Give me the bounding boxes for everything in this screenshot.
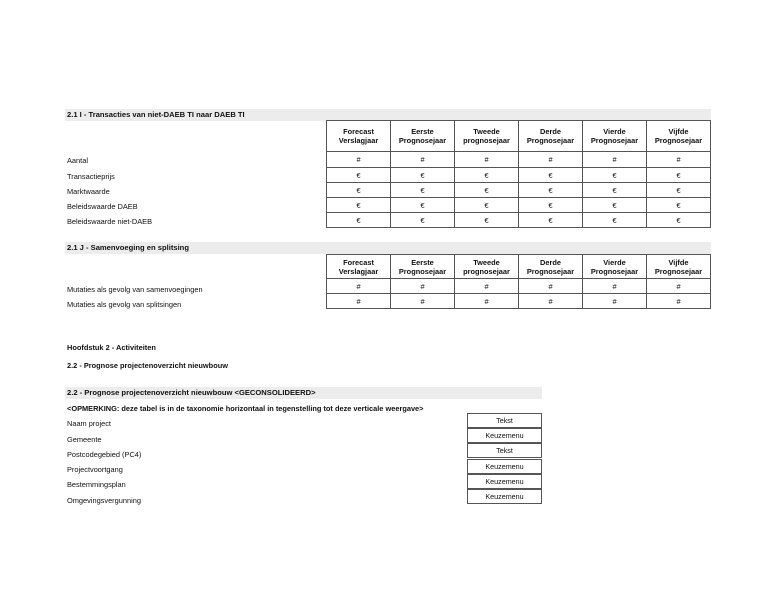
input-cell[interactable]: €	[327, 198, 391, 213]
row-label: Naam project	[67, 419, 111, 428]
column-header: Tweede prognosejaar	[455, 121, 519, 152]
column-header: Vierde Prognosejaar	[583, 255, 647, 279]
section-c-remark: <OPMERKING: deze tabel is in de taxonomie horizontaal in tegenstelling tot deze verticale weergave>	[67, 404, 424, 413]
input-cell[interactable]: #	[519, 279, 583, 294]
row-label: Gemeente	[67, 435, 102, 444]
input-cell[interactable]: €	[455, 183, 519, 198]
row-label: Projectvoortgang	[67, 465, 123, 474]
section-b-table	[326, 254, 711, 309]
input-cell[interactable]: #	[455, 279, 519, 294]
row-label: Beleidswaarde DAEB	[67, 202, 138, 211]
input-cell[interactable]: #	[327, 294, 391, 309]
row-label: Omgevingsvergunning	[67, 496, 141, 505]
input-cell[interactable]: €	[519, 213, 583, 228]
input-cell[interactable]: €	[647, 198, 711, 213]
input-cell[interactable]: #	[455, 294, 519, 309]
row-label: Marktwaarde	[67, 187, 110, 196]
column-header: Eerste Prognosejaar	[391, 121, 455, 152]
input-cell[interactable]: #	[327, 152, 391, 168]
chapter-subheading: 2.2 - Prognose projectenoverzicht nieuwbouw	[67, 361, 228, 370]
dropdown-box[interactable]: Keuzemenu	[467, 489, 542, 504]
input-cell[interactable]: €	[583, 168, 647, 183]
input-cell[interactable]: €	[647, 168, 711, 183]
input-cell[interactable]: €	[647, 183, 711, 198]
section-c-title: 2.2 - Prognose projectenoverzicht nieuwbouw <GECONSOLIDEERD>	[65, 387, 542, 399]
text-input-box[interactable]: Tekst	[467, 413, 542, 428]
dropdown-box[interactable]: Keuzemenu	[467, 428, 542, 443]
section-b-title: 2.1 J - Samenvoeging en splitsing	[65, 242, 711, 254]
input-cell[interactable]: #	[519, 294, 583, 309]
row-label: Mutaties als gevolg van samenvoegingen	[67, 285, 203, 294]
column-header: Derde Prognosejaar	[519, 255, 583, 279]
input-cell[interactable]: €	[519, 198, 583, 213]
input-cell[interactable]: #	[647, 152, 711, 168]
input-cell[interactable]: €	[391, 168, 455, 183]
input-cell[interactable]: #	[647, 294, 711, 309]
dropdown-box[interactable]: Keuzemenu	[467, 474, 542, 489]
section-a-table	[326, 120, 711, 228]
column-header: Derde Prognosejaar	[519, 121, 583, 152]
input-cell[interactable]: #	[583, 152, 647, 168]
row-label: Beleidswaarde niet-DAEB	[67, 217, 153, 226]
input-cell[interactable]: €	[391, 213, 455, 228]
column-header: Eerste Prognosejaar	[391, 255, 455, 279]
input-cell[interactable]: €	[327, 213, 391, 228]
input-cell[interactable]: €	[327, 183, 391, 198]
column-header: Forecast Verslagjaar	[327, 121, 391, 152]
input-cell[interactable]: #	[583, 294, 647, 309]
input-cell[interactable]: #	[583, 279, 647, 294]
column-header: Forecast Verslagjaar	[327, 255, 391, 279]
input-cell[interactable]: €	[583, 183, 647, 198]
row-label: Bestemmingsplan	[67, 480, 126, 489]
input-cell[interactable]: €	[519, 168, 583, 183]
input-cell[interactable]: #	[455, 152, 519, 168]
input-cell[interactable]: #	[391, 279, 455, 294]
input-cell[interactable]: €	[391, 183, 455, 198]
input-cell[interactable]: #	[647, 279, 711, 294]
input-cell[interactable]: €	[327, 168, 391, 183]
column-header: Vijfde Prognosejaar	[647, 255, 711, 279]
row-label: Mutaties als gevolg van splitsingen	[67, 300, 182, 309]
input-cell[interactable]: €	[455, 213, 519, 228]
input-cell[interactable]: #	[391, 152, 455, 168]
chapter-heading: Hoofdstuk 2 - Activiteiten	[67, 343, 156, 352]
input-cell[interactable]: €	[647, 213, 711, 228]
column-header: Vierde Prognosejaar	[583, 121, 647, 152]
input-cell[interactable]: €	[391, 198, 455, 213]
input-cell[interactable]: €	[455, 198, 519, 213]
row-label: Postcodegebied (PC4)	[67, 450, 142, 459]
column-header: Vijfde Prognosejaar	[647, 121, 711, 152]
text-input-box[interactable]: Tekst	[467, 443, 542, 458]
row-label: Aantal	[67, 156, 88, 165]
input-cell[interactable]: #	[519, 152, 583, 168]
dropdown-box[interactable]: Keuzemenu	[467, 459, 542, 474]
input-cell[interactable]: €	[519, 183, 583, 198]
input-cell[interactable]: €	[583, 198, 647, 213]
section-a-title: 2.1 I - Transacties van niet-DAEB TI naar DAEB TI	[65, 109, 711, 121]
input-cell[interactable]: #	[327, 279, 391, 294]
input-cell[interactable]: #	[391, 294, 455, 309]
input-cell[interactable]: €	[583, 213, 647, 228]
row-label: Transactieprijs	[67, 172, 115, 181]
input-cell[interactable]: €	[455, 168, 519, 183]
column-header: Tweede prognosejaar	[455, 255, 519, 279]
